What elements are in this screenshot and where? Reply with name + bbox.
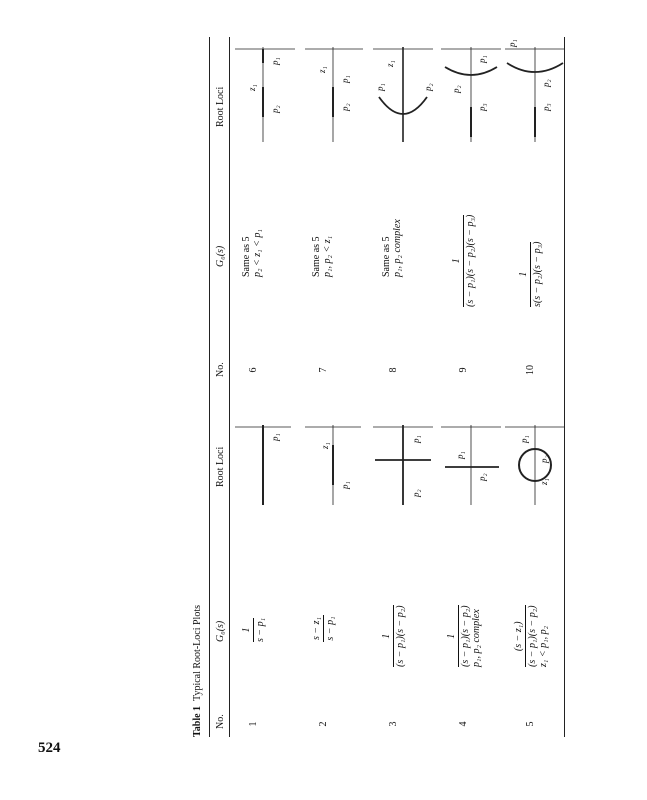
header-loci-right: Root Loci bbox=[215, 86, 226, 127]
root-locus-plot-7 bbox=[303, 37, 365, 147]
plot-8-p2-label: p₂ bbox=[423, 83, 433, 91]
plot-6-z1-label: z₁ bbox=[247, 84, 257, 91]
root-locus-plot-5 bbox=[503, 415, 567, 515]
plot-1-p1-label: p₁ bbox=[270, 433, 280, 441]
plot-9-p2-label: p₂ bbox=[451, 85, 461, 93]
row-3-no: 3 bbox=[388, 721, 399, 727]
plot-7-p2-label: p₂ bbox=[340, 103, 350, 111]
plot-7-p1-label: p₁ bbox=[340, 75, 350, 83]
header-g0-right: G₀(s) bbox=[215, 245, 226, 267]
row-8-no: 8 bbox=[388, 367, 399, 373]
root-locus-plot-4 bbox=[439, 415, 503, 515]
row-6-no: 6 bbox=[248, 367, 259, 373]
plot-10-p3-label: p₃ bbox=[541, 103, 551, 111]
plot-4-p2-label: p₂ bbox=[477, 473, 487, 481]
plot-3-p2-label: p₂ bbox=[411, 489, 421, 497]
row-6-g0: Same as 5 p₂ < z₁ < p₁ bbox=[241, 229, 263, 277]
plot-9-p1-label: p₁ bbox=[477, 55, 487, 63]
plot-5-z1-label: z₁ bbox=[539, 478, 549, 485]
row-2-no: 2 bbox=[318, 721, 329, 727]
header-no-right: No. bbox=[215, 362, 226, 377]
root-locus-plot-9 bbox=[439, 37, 503, 147]
row-9-g0: 1 (s − p₁)(s − p₂)(s − p₃) bbox=[451, 214, 476, 307]
root-loci-table bbox=[185, 37, 565, 737]
plot-2-z1-label: z₁ bbox=[320, 442, 330, 449]
table-caption-label: Table 1 bbox=[192, 705, 203, 737]
row-7-g0: Same as 5 p₁, p₂ < z₁ bbox=[311, 235, 333, 277]
root-locus-plot-6 bbox=[233, 37, 297, 147]
row-4-no: 4 bbox=[458, 721, 469, 727]
plot-10-p2-label: p₂ bbox=[541, 79, 551, 87]
row-1-g0: 1 s − p₁ bbox=[241, 617, 266, 642]
table-top-rule bbox=[209, 37, 210, 737]
plot-8-p1-label: p₁ bbox=[375, 83, 385, 91]
row-4-g0: 1 (s − p₁)(s − p₂) p₁, p₂ complex bbox=[446, 605, 482, 667]
plot-8-z1-label: z₁ bbox=[385, 60, 395, 67]
plot-4-p1-label: p₁ bbox=[455, 451, 465, 459]
plot-6-p1-label: p₁ bbox=[270, 57, 280, 65]
plot-9-p3-label: p₃ bbox=[477, 103, 487, 111]
row-5-g0: (s − z₁) (s − p₁)(s − p₂) z₁ < p₁, p₂ bbox=[513, 605, 549, 667]
plot-3-p1-label: p₁ bbox=[411, 435, 421, 443]
row-5-no: 5 bbox=[525, 721, 536, 727]
plot-5-p2-label: p₂ bbox=[539, 455, 549, 463]
table-bottom-rule bbox=[564, 37, 565, 737]
plot-2-p1-label: p₁ bbox=[340, 481, 350, 489]
row-1-no: 1 bbox=[248, 721, 259, 727]
row-7-no: 7 bbox=[318, 367, 329, 373]
header-g0-left: G₀(s) bbox=[215, 620, 226, 642]
root-locus-plot-3 bbox=[371, 415, 435, 515]
table-caption-title: Typical Root-Loci Plots bbox=[192, 605, 203, 701]
row-3-g0: 1 (s − p₁)(s − p₂) bbox=[381, 605, 406, 667]
header-no-left: No. bbox=[215, 714, 226, 729]
root-locus-plot-2 bbox=[303, 415, 365, 515]
root-locus-plot-1 bbox=[233, 415, 295, 515]
root-locus-plot-10 bbox=[503, 37, 567, 147]
row-10-no: 10 bbox=[525, 365, 536, 375]
row-2-g0: s − z₁ s − p₁ bbox=[311, 616, 336, 641]
header-loci-left: Root Loci bbox=[215, 446, 226, 487]
plot-7-z1-label: z₁ bbox=[317, 66, 327, 73]
plot-10-p1-label: p₁ bbox=[507, 39, 517, 47]
row-10-g0: 1 s(s − p₂)(s − p₃) bbox=[518, 241, 543, 307]
row-8-g0: Same as 5 p₁, p₂ complex bbox=[381, 219, 403, 277]
plot-6-p2-label: p₂ bbox=[270, 105, 280, 113]
row-9-no: 9 bbox=[458, 367, 469, 373]
root-locus-plot-8 bbox=[371, 37, 435, 147]
table-caption bbox=[192, 605, 203, 737]
table-header-rule bbox=[229, 37, 230, 737]
plot-5-p1-label: p₁ bbox=[519, 435, 529, 443]
page-number: 524 bbox=[38, 740, 61, 756]
